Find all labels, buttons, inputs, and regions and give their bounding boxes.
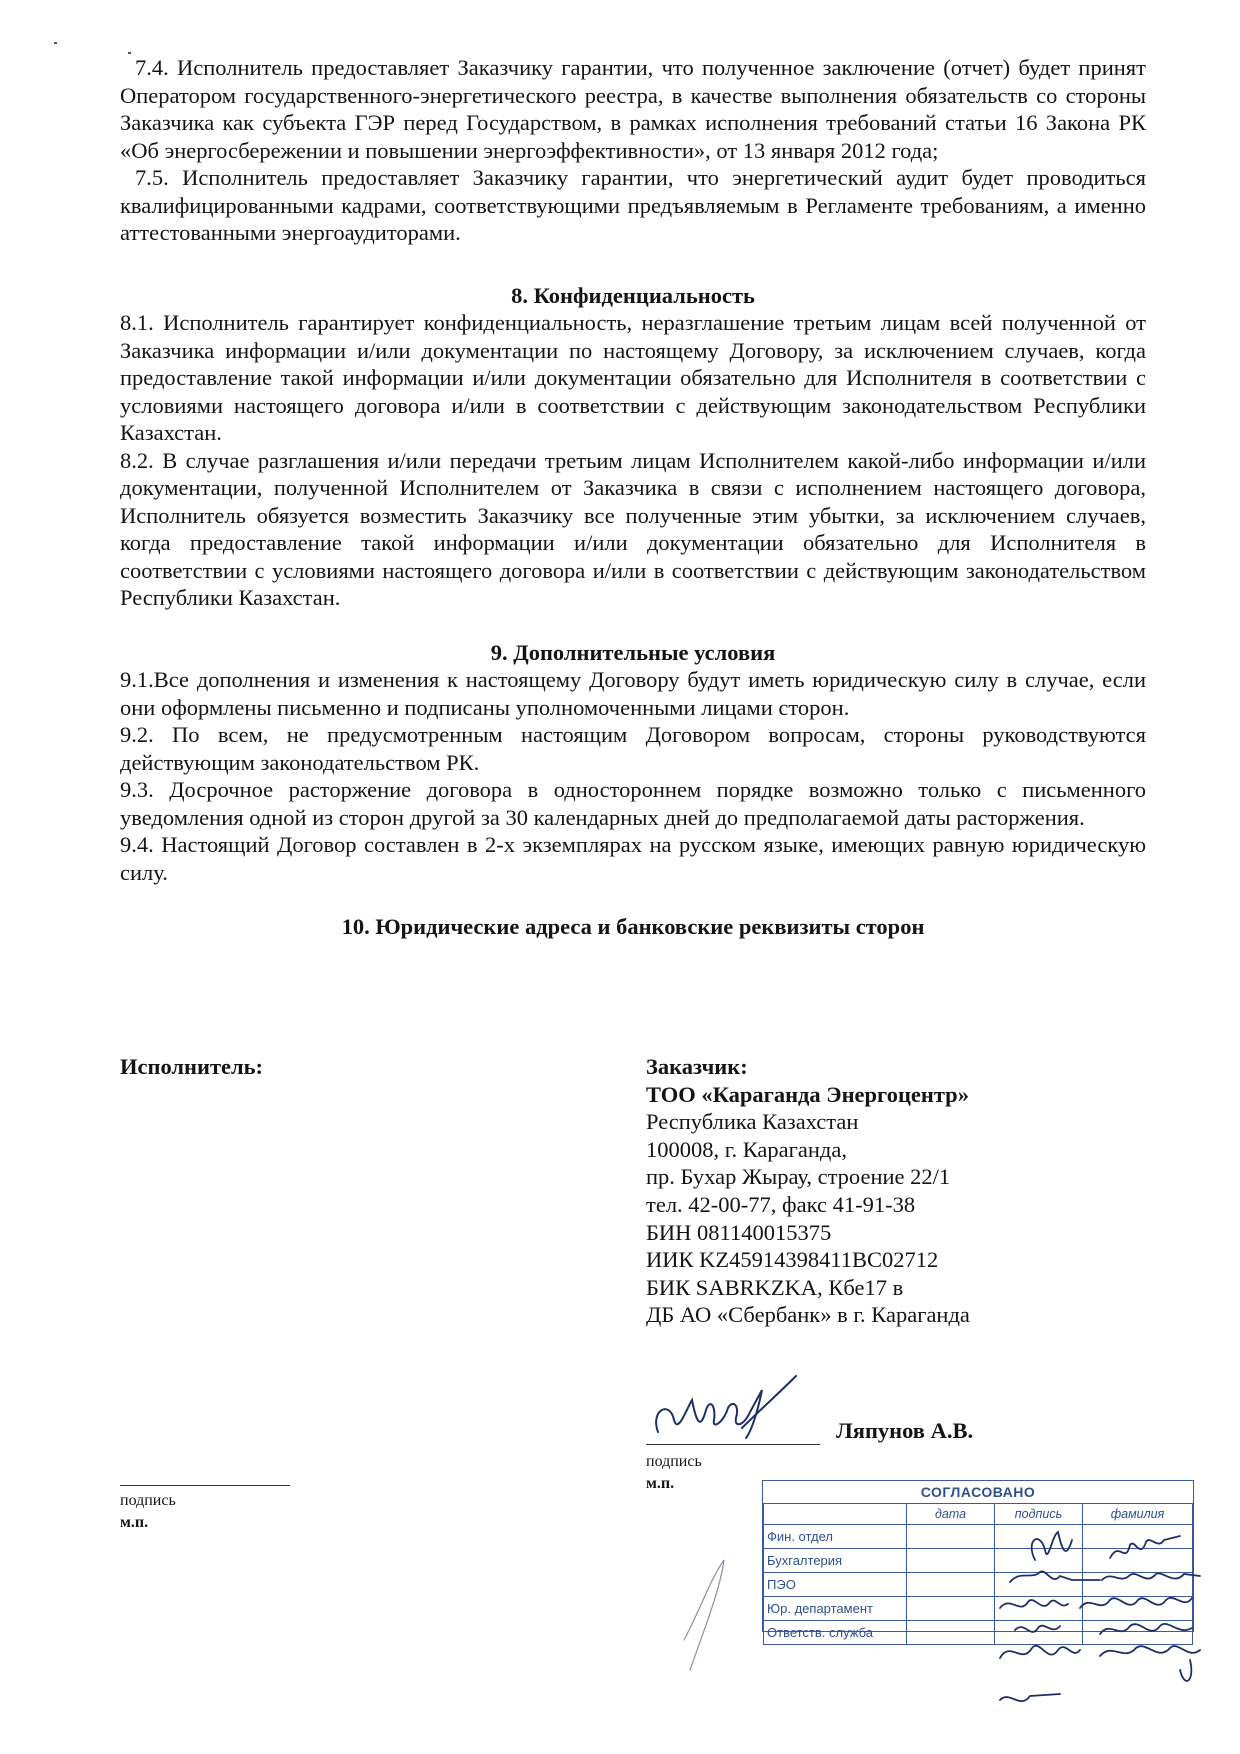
stamp-row-label: Бухгалтерия (764, 1549, 907, 1573)
section-9-title: 9. Дополнительные условия (490, 639, 776, 665)
stamp-title: СОГЛАСОВАНО (920, 1484, 1036, 1500)
approval-signatures-icon (680, 1490, 1220, 1750)
customer-sign-label: подпись (646, 1453, 702, 1470)
customer-city: 100008, г. Караганда, (646, 1136, 847, 1162)
executor-label: Исполнитель: (120, 1054, 264, 1079)
clause-8-1: 8.1. Исполнитель гарантирует конфиденциальность, неразглашение третьим лицам всей полученной от Заказчика информации и/или документации по настоящему Договору, за исключением случаев, когда предоставление такой информации и/или документации обязательно для Исполнителя в соответствии с условиями настоящего договора и/или в соответствии с действующим законодательством Республики Казахстан. (120, 310, 1146, 445)
section-10-title: 10. Юридические адреса и банковские реквизиты сторон (341, 914, 925, 939)
scan-dot (128, 52, 131, 54)
clause-9-4: 9.4. Настоящий Договор составлен в 2-х экземплярах на русском языке, имеющих равную юридическую силу. (120, 832, 1146, 885)
executor-sign-label: подпись (120, 1492, 176, 1509)
section-8-title: 8. Конфиденциальность (511, 282, 755, 308)
customer-signature-line (646, 1444, 820, 1445)
clause-9-2: 9.2. По всем, не предусмотренным настоящим Договором вопросам, стороны руководствуются действующим законодательством РК. (120, 722, 1146, 775)
customer-bank: ДБ АО «Сбербанк» в г. Караганда (646, 1302, 970, 1328)
stamp-row-label: Ответств. служба (764, 1621, 907, 1645)
clause-7-4: 7.4. Исполнитель предоставляет Заказчику гарантии, что полученное заключение (отчет) будет принят Оператором государственного-энергетического реестра, в качестве выполнения обязательств со стороны Заказчика как субъекта ГЭР перед Государством, в рамках исполнения требований статьи 16 Закона РК «Об энергосбережении и повышении энергоэффективности», от 13 января 2012 года; (120, 55, 1146, 163)
customer-phone: тел. 42-00-77, факс 41-91-38 (646, 1191, 916, 1217)
scan-dot (54, 42, 57, 44)
stamp-header-date: дата (907, 1504, 995, 1525)
clause-8-2: 8.2. В случае разглашения и/или передачи третьим лицам Исполнителем какой-либо информации и/или документации, полученной Исполнителем от Заказчика в связи с исполнением настоящего договора, Исполнитель обязуется возместить Заказчику все полученные этим убытки, за исключением случаев, когда предоставление такой информации и/или документации обязательно для Исполнителя в соответствии с условиями настоящего договора и/или в соответствии с действующим законодательством Республики Казахстан. (120, 447, 1146, 610)
customer-bin: БИН 081140015375 (646, 1219, 832, 1245)
customer-country: Республика Казахстан (646, 1109, 859, 1135)
clause-9-3: 9.3. Досрочное расторжение договора в одностороннем порядке возможно только с письменного уведомления одной из сторон другой за 30 календарных дней до предполагаемой даты расторжения. (120, 777, 1146, 830)
stamp-row-label: ПЭО (764, 1573, 907, 1597)
signer-name: Ляпунов А.В. (836, 1418, 974, 1443)
customer-bik: БИК SABRKZKA, Кбе17 в (646, 1274, 904, 1300)
stamp-row-label: Юр. департамент (764, 1597, 907, 1621)
customer-label: Заказчик: (646, 1054, 748, 1079)
customer-iik: ИИК KZ45914398411BC02712 (646, 1247, 939, 1273)
customer-details (646, 1053, 1146, 1329)
customer-seal-label: м.п. (646, 1475, 675, 1492)
contract-body (120, 54, 1146, 941)
clause-7-5: 7.5. Исполнитель предоставляет Заказчику гарантии, что энергетический аудит будет проводиться квалифицированными кадрами, соответствующими предъявляемым в Регламенте требованиям, а именно аттестованными энергоаудиторами. (120, 165, 1146, 245)
customer-street: пр. Бухар Жырау, строение 22/1 (646, 1164, 951, 1190)
customer-signature-icon (640, 1370, 840, 1450)
customer-name: ТОО «Караганда Энергоцентр» (646, 1081, 969, 1107)
executor-seal-label: м.п. (120, 1514, 149, 1531)
stamp-header-surname: фамилия (1083, 1504, 1193, 1525)
stamp-header-signature: подпись (995, 1504, 1083, 1525)
stamp-row-label: Фин. отдел (764, 1525, 907, 1549)
executor-signature-line (120, 1485, 290, 1486)
clause-9-1: 9.1.Все дополнения и изменения к настоящему Договору будут иметь юридическую силу в случае, если они оформлены письменно и подписаны уполномоченными лицами сторон. (120, 667, 1146, 720)
